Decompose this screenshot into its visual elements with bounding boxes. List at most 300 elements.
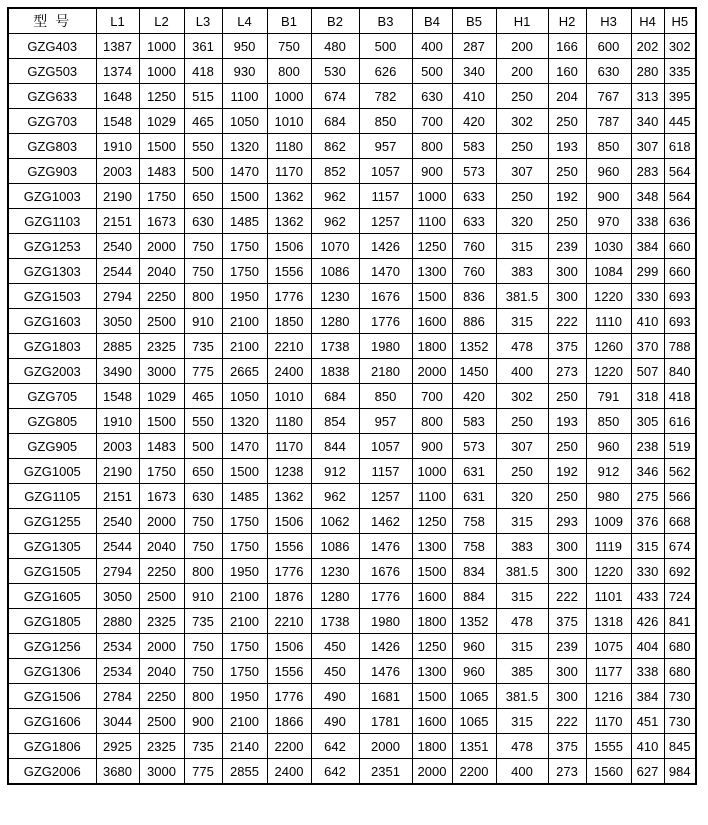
model-cell: GZG1305 (8, 534, 96, 559)
value-cell: 962 (311, 209, 359, 234)
value-cell: 1170 (267, 159, 311, 184)
value-cell: 315 (496, 509, 548, 534)
value-cell: 2190 (96, 459, 139, 484)
column-header-H4: H4 (631, 8, 664, 34)
value-cell: 700 (412, 109, 452, 134)
value-cell: 410 (452, 84, 496, 109)
value-cell: 2000 (139, 509, 184, 534)
value-cell: 1485 (222, 484, 267, 509)
value-cell: 1157 (359, 184, 412, 209)
value-cell: 2000 (359, 734, 412, 759)
table-row (8, 409, 696, 434)
value-cell: 2140 (222, 734, 267, 759)
table-row (8, 484, 696, 509)
value-cell: 250 (548, 109, 586, 134)
value-cell: 750 (184, 234, 222, 259)
model-cell: GZG803 (8, 134, 96, 159)
value-cell: 1230 (311, 559, 359, 584)
value-cell: 315 (496, 634, 548, 659)
value-cell: 2151 (96, 209, 139, 234)
value-cell: 1300 (412, 259, 452, 284)
value-cell: 1500 (139, 134, 184, 159)
value-cell: 1600 (412, 709, 452, 734)
table-row (8, 509, 696, 534)
value-cell: 850 (359, 384, 412, 409)
value-cell: 1029 (139, 384, 184, 409)
value-cell: 2100 (222, 709, 267, 734)
value-cell: 1075 (586, 634, 631, 659)
table-row (8, 84, 696, 109)
value-cell: 2400 (267, 759, 311, 785)
value-cell: 2100 (222, 309, 267, 334)
value-cell: 193 (548, 134, 586, 159)
value-cell: 300 (548, 259, 586, 284)
table-row (8, 609, 696, 634)
value-cell: 300 (548, 284, 586, 309)
value-cell: 2100 (222, 584, 267, 609)
model-cell: GZG2006 (8, 759, 96, 785)
table-row (8, 184, 696, 209)
value-cell: 465 (184, 384, 222, 409)
value-cell: 1776 (267, 284, 311, 309)
value-cell: 320 (496, 484, 548, 509)
value-cell: 630 (586, 59, 631, 84)
value-cell: 2925 (96, 734, 139, 759)
value-cell: 850 (586, 409, 631, 434)
value-cell: 1101 (586, 584, 631, 609)
value-cell: 750 (184, 259, 222, 284)
value-cell: 200 (496, 59, 548, 84)
value-cell: 730 (664, 709, 696, 734)
value-cell: 315 (496, 234, 548, 259)
value-cell: 2040 (139, 259, 184, 284)
value-cell: 2325 (139, 334, 184, 359)
value-cell: 836 (452, 284, 496, 309)
value-cell: 275 (631, 484, 664, 509)
value-cell: 2040 (139, 534, 184, 559)
value-cell: 1750 (222, 634, 267, 659)
table-row (8, 59, 696, 84)
value-cell: 376 (631, 509, 664, 534)
value-cell: 250 (496, 84, 548, 109)
value-cell: 250 (548, 434, 586, 459)
value-cell: 1950 (222, 559, 267, 584)
value-cell: 451 (631, 709, 664, 734)
value-cell: 583 (452, 134, 496, 159)
value-cell: 564 (664, 184, 696, 209)
value-cell: 1676 (359, 284, 412, 309)
value-cell: 750 (267, 34, 311, 59)
value-cell: 200 (496, 34, 548, 59)
spec-table (7, 7, 697, 785)
value-cell: 962 (311, 184, 359, 209)
value-cell: 573 (452, 434, 496, 459)
value-cell: 1119 (586, 534, 631, 559)
value-cell: 530 (311, 59, 359, 84)
value-cell: 480 (311, 34, 359, 59)
value-cell: 1600 (412, 309, 452, 334)
value-cell: 1180 (267, 134, 311, 159)
value-cell: 841 (664, 609, 696, 634)
value-cell: 1556 (267, 259, 311, 284)
value-cell: 3050 (96, 584, 139, 609)
value-cell: 1500 (412, 559, 452, 584)
value-cell: 1352 (452, 609, 496, 634)
value-cell: 381.5 (496, 559, 548, 584)
value-cell: 680 (664, 659, 696, 684)
value-cell: 300 (548, 684, 586, 709)
value-cell: 3000 (139, 759, 184, 785)
value-cell: 1170 (267, 434, 311, 459)
model-cell: GZG905 (8, 434, 96, 459)
value-cell: 465 (184, 109, 222, 134)
value-cell: 775 (184, 359, 222, 384)
value-cell: 1352 (452, 334, 496, 359)
model-cell: GZG705 (8, 384, 96, 409)
value-cell: 307 (496, 434, 548, 459)
table-row (8, 234, 696, 259)
value-cell: 886 (452, 309, 496, 334)
value-cell: 573 (452, 159, 496, 184)
model-cell: GZG503 (8, 59, 96, 84)
column-header-B4: B4 (412, 8, 452, 34)
value-cell: 970 (586, 209, 631, 234)
value-cell: 550 (184, 409, 222, 434)
value-cell: 1500 (139, 409, 184, 434)
value-cell: 1300 (412, 659, 452, 684)
value-cell: 1485 (222, 209, 267, 234)
value-cell: 1065 (452, 709, 496, 734)
value-cell: 315 (496, 584, 548, 609)
value-cell: 583 (452, 409, 496, 434)
value-cell: 2544 (96, 534, 139, 559)
value-cell: 960 (586, 434, 631, 459)
value-cell: 1318 (586, 609, 631, 634)
value-cell: 1500 (412, 284, 452, 309)
model-cell: GZG903 (8, 159, 96, 184)
value-cell: 280 (631, 59, 664, 84)
table-row (8, 659, 696, 684)
value-cell: 302 (664, 34, 696, 59)
value-cell: 1776 (359, 309, 412, 334)
value-cell: 700 (412, 384, 452, 409)
header-row (8, 8, 696, 34)
value-cell: 800 (184, 684, 222, 709)
table-body (8, 34, 696, 785)
value-cell: 1681 (359, 684, 412, 709)
value-cell: 2000 (412, 359, 452, 384)
column-header-B3: B3 (359, 8, 412, 34)
value-cell: 287 (452, 34, 496, 59)
value-cell: 519 (664, 434, 696, 459)
table-row (8, 334, 696, 359)
value-cell: 404 (631, 634, 664, 659)
model-cell: GZG1255 (8, 509, 96, 534)
value-cell: 381.5 (496, 684, 548, 709)
value-cell: 238 (631, 434, 664, 459)
value-cell: 3490 (96, 359, 139, 384)
value-cell: 840 (664, 359, 696, 384)
value-cell: 984 (664, 759, 696, 785)
value-cell: 2400 (267, 359, 311, 384)
value-cell: 1776 (267, 559, 311, 584)
value-cell: 1084 (586, 259, 631, 284)
value-cell: 1100 (412, 484, 452, 509)
value-cell: 2325 (139, 734, 184, 759)
value-cell: 1483 (139, 434, 184, 459)
value-cell: 626 (359, 59, 412, 84)
model-cell: GZG1803 (8, 334, 96, 359)
value-cell: 600 (586, 34, 631, 59)
value-cell: 385 (496, 659, 548, 684)
value-cell: 1506 (267, 509, 311, 534)
value-cell: 564 (664, 159, 696, 184)
value-cell: 338 (631, 209, 664, 234)
value-cell: 1838 (311, 359, 359, 384)
value-cell: 410 (631, 734, 664, 759)
value-cell: 566 (664, 484, 696, 509)
value-cell: 410 (631, 309, 664, 334)
value-cell: 750 (184, 659, 222, 684)
value-cell: 375 (548, 609, 586, 634)
value-cell: 1600 (412, 584, 452, 609)
value-cell: 1260 (586, 334, 631, 359)
value-cell: 1387 (96, 34, 139, 59)
value-cell: 2500 (139, 309, 184, 334)
value-cell: 1673 (139, 209, 184, 234)
value-cell: 1250 (412, 234, 452, 259)
value-cell: 192 (548, 459, 586, 484)
value-cell: 1950 (222, 684, 267, 709)
value-cell: 330 (631, 559, 664, 584)
model-column-header: 型 号 (8, 8, 96, 34)
value-cell: 2351 (359, 759, 412, 785)
value-cell: 1483 (139, 159, 184, 184)
value-cell: 900 (412, 434, 452, 459)
value-cell: 1086 (311, 534, 359, 559)
value-cell: 250 (548, 209, 586, 234)
value-cell: 1500 (222, 459, 267, 484)
model-cell: GZG1603 (8, 309, 96, 334)
spec-table-container (7, 7, 697, 785)
value-cell: 1548 (96, 384, 139, 409)
value-cell: 1250 (412, 634, 452, 659)
value-cell: 1866 (267, 709, 311, 734)
value-cell: 900 (412, 159, 452, 184)
table-row (8, 384, 696, 409)
value-cell: 2500 (139, 584, 184, 609)
value-cell: 1362 (267, 484, 311, 509)
value-cell: 2180 (359, 359, 412, 384)
value-cell: 1850 (267, 309, 311, 334)
value-cell: 1560 (586, 759, 631, 785)
model-cell: GZG703 (8, 109, 96, 134)
value-cell: 1910 (96, 134, 139, 159)
value-cell: 315 (496, 709, 548, 734)
value-cell: 900 (184, 709, 222, 734)
value-cell: 315 (631, 534, 664, 559)
value-cell: 630 (184, 484, 222, 509)
value-cell: 642 (311, 734, 359, 759)
value-cell: 1980 (359, 334, 412, 359)
value-cell: 1555 (586, 734, 631, 759)
value-cell: 3050 (96, 309, 139, 334)
value-cell: 202 (631, 34, 664, 59)
value-cell: 2794 (96, 559, 139, 584)
value-cell: 346 (631, 459, 664, 484)
value-cell: 862 (311, 134, 359, 159)
value-cell: 2534 (96, 634, 139, 659)
value-cell: 500 (359, 34, 412, 59)
value-cell: 800 (412, 134, 452, 159)
value-cell: 1750 (222, 509, 267, 534)
value-cell: 616 (664, 409, 696, 434)
value-cell: 300 (548, 559, 586, 584)
value-cell: 330 (631, 284, 664, 309)
table-row (8, 134, 696, 159)
value-cell: 950 (222, 34, 267, 59)
value-cell: 335 (664, 59, 696, 84)
column-header-H3: H3 (586, 8, 631, 34)
value-cell: 1374 (96, 59, 139, 84)
value-cell: 2151 (96, 484, 139, 509)
value-cell: 192 (548, 184, 586, 209)
model-cell: GZG1105 (8, 484, 96, 509)
value-cell: 1750 (222, 259, 267, 284)
value-cell: 2500 (139, 709, 184, 734)
value-cell: 1057 (359, 159, 412, 184)
value-cell: 2250 (139, 284, 184, 309)
value-cell: 910 (184, 584, 222, 609)
table-row (8, 684, 696, 709)
table-row (8, 584, 696, 609)
value-cell: 1029 (139, 109, 184, 134)
value-cell: 980 (586, 484, 631, 509)
value-cell: 854 (311, 409, 359, 434)
value-cell: 1000 (139, 59, 184, 84)
value-cell: 500 (184, 159, 222, 184)
value-cell: 418 (184, 59, 222, 84)
column-header-B2: B2 (311, 8, 359, 34)
table-row (8, 634, 696, 659)
value-cell: 800 (267, 59, 311, 84)
value-cell: 1738 (311, 609, 359, 634)
value-cell: 2544 (96, 259, 139, 284)
model-cell: GZG1805 (8, 609, 96, 634)
value-cell: 957 (359, 409, 412, 434)
model-cell: GZG1505 (8, 559, 96, 584)
value-cell: 222 (548, 709, 586, 734)
value-cell: 1462 (359, 509, 412, 534)
value-cell: 1506 (267, 634, 311, 659)
value-cell: 1673 (139, 484, 184, 509)
value-cell: 627 (631, 759, 664, 785)
value-cell: 650 (184, 459, 222, 484)
value-cell: 3000 (139, 359, 184, 384)
value-cell: 1300 (412, 534, 452, 559)
value-cell: 760 (452, 259, 496, 284)
value-cell: 1320 (222, 409, 267, 434)
value-cell: 426 (631, 609, 664, 634)
value-cell: 631 (452, 484, 496, 509)
table-row (8, 359, 696, 384)
value-cell: 2540 (96, 509, 139, 534)
value-cell: 844 (311, 434, 359, 459)
value-cell: 375 (548, 734, 586, 759)
value-cell: 1000 (267, 84, 311, 109)
value-cell: 1220 (586, 359, 631, 384)
value-cell: 222 (548, 309, 586, 334)
value-cell: 1750 (222, 234, 267, 259)
value-cell: 960 (586, 159, 631, 184)
value-cell: 250 (548, 159, 586, 184)
value-cell: 307 (496, 159, 548, 184)
value-cell: 420 (452, 109, 496, 134)
value-cell: 222 (548, 584, 586, 609)
value-cell: 313 (631, 84, 664, 109)
model-cell: GZG2003 (8, 359, 96, 384)
value-cell: 758 (452, 509, 496, 534)
value-cell: 1010 (267, 109, 311, 134)
value-cell: 850 (586, 134, 631, 159)
column-header-H5: H5 (664, 8, 696, 34)
value-cell: 1450 (452, 359, 496, 384)
value-cell: 660 (664, 234, 696, 259)
value-cell: 775 (184, 759, 222, 785)
value-cell: 1776 (267, 684, 311, 709)
value-cell: 1470 (222, 159, 267, 184)
value-cell: 1750 (139, 184, 184, 209)
value-cell: 912 (311, 459, 359, 484)
value-cell: 1000 (412, 184, 452, 209)
value-cell: 283 (631, 159, 664, 184)
model-cell: GZG1005 (8, 459, 96, 484)
value-cell: 1238 (267, 459, 311, 484)
value-cell: 400 (496, 759, 548, 785)
value-cell: 2794 (96, 284, 139, 309)
value-cell: 962 (311, 484, 359, 509)
value-cell: 788 (664, 334, 696, 359)
model-cell: GZG403 (8, 34, 96, 59)
value-cell: 1320 (222, 134, 267, 159)
value-cell: 2003 (96, 159, 139, 184)
model-cell: GZG1806 (8, 734, 96, 759)
value-cell: 250 (496, 184, 548, 209)
model-cell: GZG1003 (8, 184, 96, 209)
value-cell: 2210 (267, 609, 311, 634)
value-cell: 636 (664, 209, 696, 234)
model-cell: GZG1103 (8, 209, 96, 234)
table-row (8, 309, 696, 334)
value-cell: 800 (184, 284, 222, 309)
value-cell: 550 (184, 134, 222, 159)
value-cell: 340 (631, 109, 664, 134)
value-cell: 884 (452, 584, 496, 609)
value-cell: 1548 (96, 109, 139, 134)
value-cell: 478 (496, 734, 548, 759)
value-cell: 2003 (96, 434, 139, 459)
value-cell: 692 (664, 559, 696, 584)
value-cell: 370 (631, 334, 664, 359)
value-cell: 1030 (586, 234, 631, 259)
model-cell: GZG1253 (8, 234, 96, 259)
value-cell: 2540 (96, 234, 139, 259)
value-cell: 1800 (412, 609, 452, 634)
value-cell: 383 (496, 534, 548, 559)
table-row (8, 159, 696, 184)
column-header-B1: B1 (267, 8, 311, 34)
value-cell: 2665 (222, 359, 267, 384)
